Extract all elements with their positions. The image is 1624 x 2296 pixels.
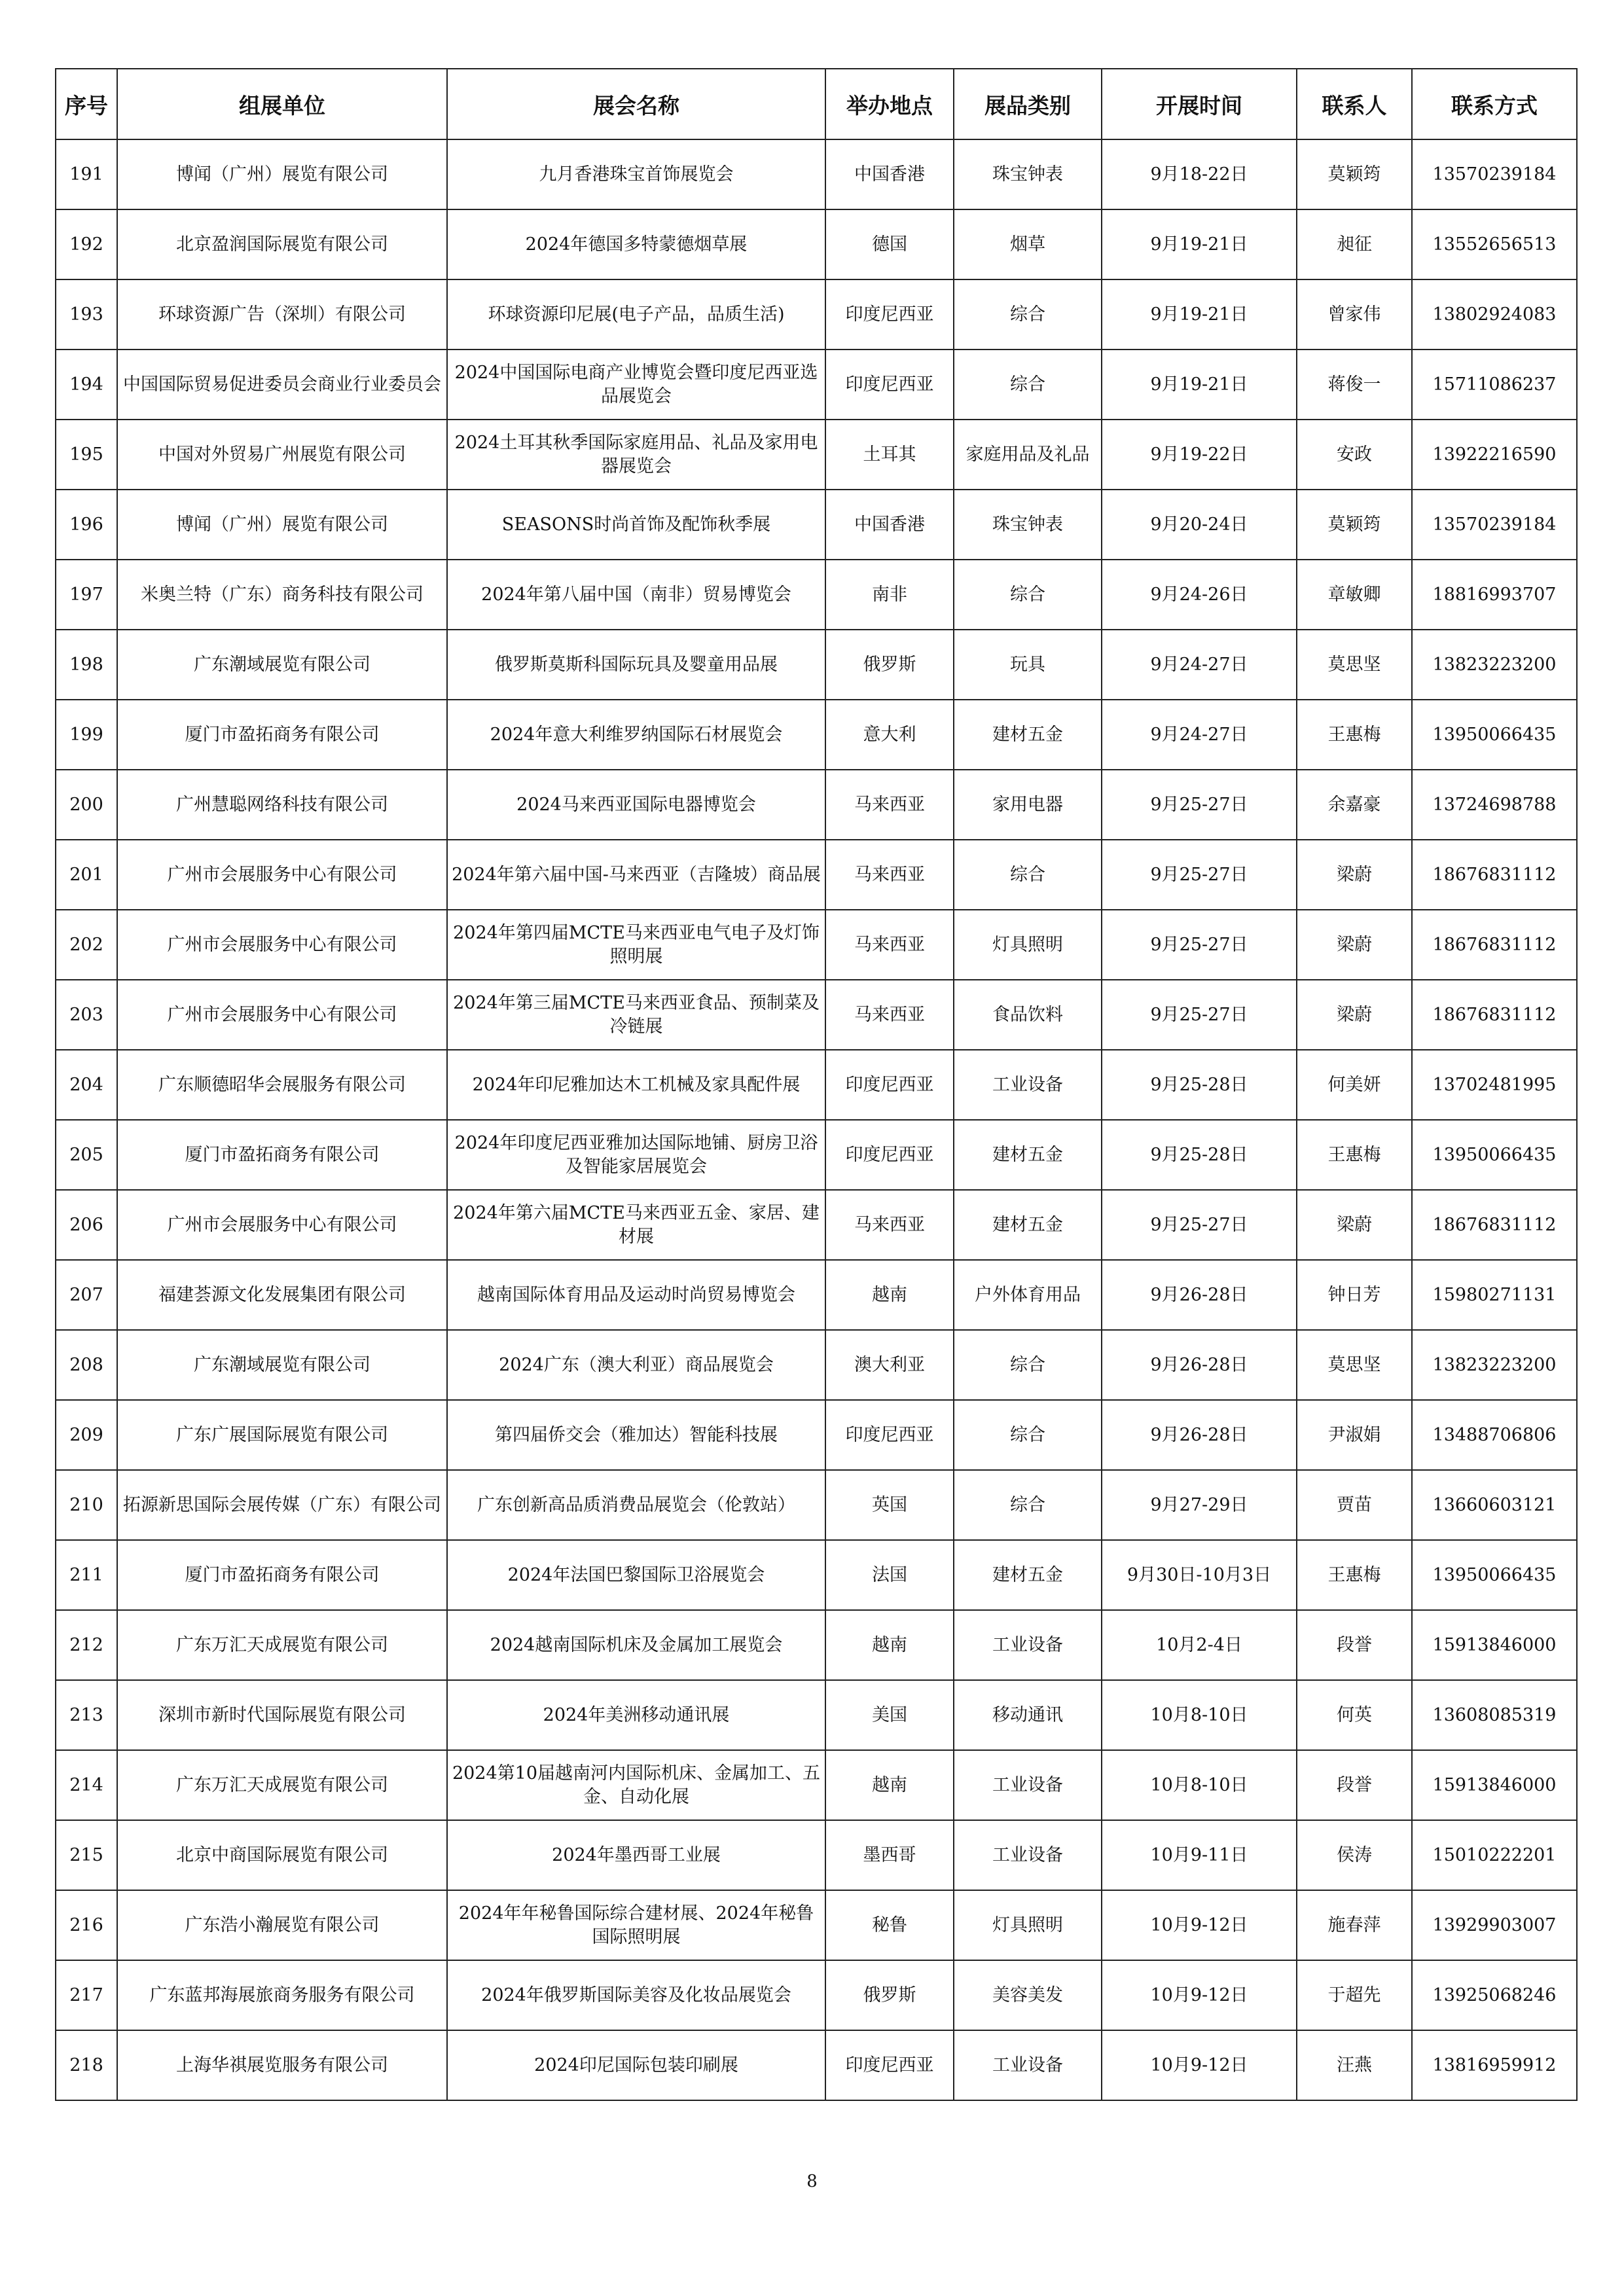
category-cell: 灯具照明 [954,1890,1102,1960]
date-cell: 9月24-27日 [1102,700,1297,770]
category-cell: 食品饮料 [954,980,1102,1050]
table-row [56,1960,1577,2030]
date-cell: 9月18-22日 [1102,139,1297,209]
table-row [56,1680,1577,1750]
contact-phone-cell: 13802924083 [1412,279,1577,350]
table-row [56,1890,1577,1960]
exhibition-name-cell: 2024土耳其秋季国际家庭用品、礼品及家用电器展览会 [447,420,825,490]
date-cell: 9月25-27日 [1102,980,1297,1050]
contact-phone-cell: 15711086237 [1412,350,1577,420]
contact-person-cell: 莫思坚 [1297,630,1412,700]
location-cell: 俄罗斯 [825,1960,954,2030]
exhibition-name-cell: 2024年意大利维罗纳国际石材展览会 [447,700,825,770]
row-number-cell: 203 [56,980,117,1050]
contact-phone-cell: 13823223200 [1412,630,1577,700]
location-cell: 印度尼西亚 [825,279,954,350]
organizer-cell: 北京中商国际展览有限公司 [117,1820,447,1890]
contact-phone-cell: 13702481995 [1412,1050,1577,1120]
location-cell: 越南 [825,1260,954,1330]
contact-phone-cell: 13488706806 [1412,1400,1577,1470]
contact-phone-cell: 13570239184 [1412,139,1577,209]
organizer-cell: 广东广展国际展览有限公司 [117,1400,447,1470]
date-cell: 9月19-22日 [1102,420,1297,490]
organizer-cell: 广东顺德昭华会展服务有限公司 [117,1050,447,1120]
category-cell: 综合 [954,350,1102,420]
contact-phone-cell: 13823223200 [1412,1330,1577,1400]
exhibition-name-cell: 2024印尼国际包装印刷展 [447,2030,825,2100]
contact-person-cell: 王惠梅 [1297,1120,1412,1190]
contact-person-cell: 施春萍 [1297,1890,1412,1960]
location-cell: 印度尼西亚 [825,1050,954,1120]
column-header: 展品类别 [954,69,1102,139]
date-cell: 9月19-21日 [1102,279,1297,350]
organizer-cell: 福建荟源文化发展集团有限公司 [117,1260,447,1330]
table-row [56,209,1577,279]
table-row [56,2030,1577,2100]
contact-phone-cell: 13570239184 [1412,490,1577,560]
organizer-cell: 广东潮域展览有限公司 [117,1330,447,1400]
contact-phone-cell: 15913846000 [1412,1750,1577,1820]
table-row [56,1470,1577,1540]
contact-person-cell: 莫颖筠 [1297,139,1412,209]
contact-phone-cell: 18676831112 [1412,980,1577,1050]
category-cell: 综合 [954,1400,1102,1470]
date-cell: 10月8-10日 [1102,1750,1297,1820]
organizer-cell: 北京盈润国际展览有限公司 [117,209,447,279]
location-cell: 越南 [825,1750,954,1820]
organizer-cell: 广东潮域展览有限公司 [117,630,447,700]
contact-person-cell: 梁蔚 [1297,840,1412,910]
date-cell: 10月9-11日 [1102,1820,1297,1890]
table-row [56,1190,1577,1260]
row-number-cell: 195 [56,420,117,490]
location-cell: 印度尼西亚 [825,350,954,420]
exhibition-name-cell: 2024年印尼雅加达木工机械及家具配件展 [447,1050,825,1120]
row-number-cell: 210 [56,1470,117,1540]
organizer-cell: 广州市会展服务中心有限公司 [117,980,447,1050]
location-cell: 意大利 [825,700,954,770]
contact-person-cell: 王惠梅 [1297,1540,1412,1610]
row-number-cell: 193 [56,279,117,350]
contact-phone-cell: 13724698788 [1412,770,1577,840]
row-number-cell: 215 [56,1820,117,1890]
location-cell: 德国 [825,209,954,279]
organizer-cell: 环球资源广告（深圳）有限公司 [117,279,447,350]
table-row [56,1610,1577,1680]
organizer-cell: 广州市会展服务中心有限公司 [117,910,447,980]
table-row [56,1400,1577,1470]
row-number-cell: 208 [56,1330,117,1400]
location-cell: 土耳其 [825,420,954,490]
contact-person-cell: 莫思坚 [1297,1330,1412,1400]
exhibition-name-cell: 2024年第六届MCTE马来西亚五金、家居、建材展 [447,1190,825,1260]
category-cell: 建材五金 [954,1190,1102,1260]
table-row [56,1540,1577,1610]
contact-phone-cell: 13925068246 [1412,1960,1577,2030]
column-header: 联系方式 [1412,69,1577,139]
contact-phone-cell: 13922216590 [1412,420,1577,490]
organizer-cell: 广州慧聪网络科技有限公司 [117,770,447,840]
organizer-cell: 深圳市新时代国际展览有限公司 [117,1680,447,1750]
date-cell: 9月25-27日 [1102,1190,1297,1260]
exhibition-name-cell: 2024马来西亚国际电器博览会 [447,770,825,840]
table-row [56,420,1577,490]
location-cell: 法国 [825,1540,954,1610]
contact-person-cell: 何英 [1297,1680,1412,1750]
exhibition-name-cell: SEASONS时尚首饰及配饰秋季展 [447,490,825,560]
table-row [56,980,1577,1050]
date-cell: 9月25-27日 [1102,770,1297,840]
category-cell: 综合 [954,840,1102,910]
category-cell: 家庭用品及礼品 [954,420,1102,490]
table-row [56,1050,1577,1120]
contact-person-cell: 安政 [1297,420,1412,490]
contact-phone-cell: 18676831112 [1412,910,1577,980]
exhibition-name-cell: 2024年第六届中国-马来西亚（吉隆坡）商品展 [447,840,825,910]
table-row [56,490,1577,560]
contact-phone-cell: 18816993707 [1412,560,1577,630]
category-cell: 工业设备 [954,1610,1102,1680]
contact-person-cell: 章敏卿 [1297,560,1412,630]
category-cell: 工业设备 [954,1820,1102,1890]
contact-phone-cell: 13950066435 [1412,1120,1577,1190]
contact-person-cell: 梁蔚 [1297,980,1412,1050]
row-number-cell: 212 [56,1610,117,1680]
row-number-cell: 217 [56,1960,117,2030]
exhibition-name-cell: 2024第10届越南河内国际机床、金属加工、五金、自动化展 [447,1750,825,1820]
category-cell: 烟草 [954,209,1102,279]
location-cell: 秘鲁 [825,1890,954,1960]
category-cell: 家用电器 [954,770,1102,840]
location-cell: 马来西亚 [825,980,954,1050]
table-row [56,279,1577,350]
date-cell: 10月8-10日 [1102,1680,1297,1750]
column-header: 组展单位 [117,69,447,139]
contact-phone-cell: 13608085319 [1412,1680,1577,1750]
exhibition-name-cell: 2024年第四届MCTE马来西亚电气电子及灯饰照明展 [447,910,825,980]
contact-phone-cell: 15913846000 [1412,1610,1577,1680]
exhibition-name-cell: 2024年德国多特蒙德烟草展 [447,209,825,279]
date-cell: 9月26-28日 [1102,1260,1297,1330]
category-cell: 珠宝钟表 [954,490,1102,560]
category-cell: 工业设备 [954,2030,1102,2100]
row-number-cell: 213 [56,1680,117,1750]
row-number-cell: 201 [56,840,117,910]
contact-person-cell: 梁蔚 [1297,1190,1412,1260]
exhibition-name-cell: 2024年美洲移动通讯展 [447,1680,825,1750]
date-cell: 9月25-28日 [1102,1050,1297,1120]
exhibition-name-cell: 2024越南国际机床及金属加工展览会 [447,1610,825,1680]
organizer-cell: 广东万汇天成展览有限公司 [117,1610,447,1680]
organizer-cell: 广州市会展服务中心有限公司 [117,1190,447,1260]
contact-phone-cell: 13950066435 [1412,1540,1577,1610]
row-number-cell: 197 [56,560,117,630]
contact-person-cell: 尹淑娟 [1297,1400,1412,1470]
location-cell: 马来西亚 [825,910,954,980]
table-row [56,1120,1577,1190]
row-number-cell: 205 [56,1120,117,1190]
category-cell: 建材五金 [954,700,1102,770]
exhibition-name-cell: 2024年第三届MCTE马来西亚食品、预制菜及冷链展 [447,980,825,1050]
location-cell: 俄罗斯 [825,630,954,700]
category-cell: 珠宝钟表 [954,139,1102,209]
date-cell: 9月25-27日 [1102,840,1297,910]
category-cell: 灯具照明 [954,910,1102,980]
row-number-cell: 218 [56,2030,117,2100]
row-number-cell: 204 [56,1050,117,1120]
contact-person-cell: 余嘉豪 [1297,770,1412,840]
table-row [56,139,1577,209]
organizer-cell: 厦门市盈拓商务有限公司 [117,1540,447,1610]
category-cell: 工业设备 [954,1050,1102,1120]
date-cell: 9月25-28日 [1102,1120,1297,1190]
row-number-cell: 194 [56,350,117,420]
exhibition-name-cell: 2024年法国巴黎国际卫浴展览会 [447,1540,825,1610]
row-number-cell: 206 [56,1190,117,1260]
date-cell: 9月24-27日 [1102,630,1297,700]
contact-person-cell: 王惠梅 [1297,700,1412,770]
organizer-cell: 厦门市盈拓商务有限公司 [117,1120,447,1190]
organizer-cell: 博闻（广州）展览有限公司 [117,139,447,209]
table-row [56,910,1577,980]
location-cell: 印度尼西亚 [825,1120,954,1190]
organizer-cell: 拓源新思国际会展传媒（广东）有限公司 [117,1470,447,1540]
contact-person-cell: 段誉 [1297,1610,1412,1680]
date-cell: 9月26-28日 [1102,1400,1297,1470]
exhibition-name-cell: 广东创新高品质消费品展览会（伦敦站） [447,1470,825,1540]
contact-person-cell: 贾苗 [1297,1470,1412,1540]
contact-phone-cell: 13660603121 [1412,1470,1577,1540]
table-row [56,350,1577,420]
contact-person-cell: 曾家伟 [1297,279,1412,350]
contact-phone-cell: 18676831112 [1412,840,1577,910]
location-cell: 马来西亚 [825,770,954,840]
date-cell: 10月9-12日 [1102,1960,1297,2030]
organizer-cell: 米奥兰特（广东）商务科技有限公司 [117,560,447,630]
contact-person-cell: 侯涛 [1297,1820,1412,1890]
organizer-cell: 中国对外贸易广州展览有限公司 [117,420,447,490]
table-row [56,770,1577,840]
exhibition-name-cell: 俄罗斯莫斯科国际玩具及婴童用品展 [447,630,825,700]
exhibition-name-cell: 越南国际体育用品及运动时尚贸易博览会 [447,1260,825,1330]
exhibition-name-cell: 第四届侨交会（雅加达）智能科技展 [447,1400,825,1470]
page-number: 8 [806,2172,818,2191]
contact-phone-cell: 18676831112 [1412,1190,1577,1260]
table-header [56,69,1577,139]
location-cell: 英国 [825,1470,954,1540]
date-cell: 10月9-12日 [1102,1890,1297,1960]
row-number-cell: 207 [56,1260,117,1330]
location-cell: 印度尼西亚 [825,2030,954,2100]
table-row [56,1330,1577,1400]
table-row [56,560,1577,630]
category-cell: 美容美发 [954,1960,1102,2030]
row-number-cell: 198 [56,630,117,700]
contact-phone-cell: 13929903007 [1412,1890,1577,1960]
contact-person-cell: 钟日芳 [1297,1260,1412,1330]
location-cell: 南非 [825,560,954,630]
row-number-cell: 196 [56,490,117,560]
contact-phone-cell: 13816959912 [1412,2030,1577,2100]
date-cell: 9月20-24日 [1102,490,1297,560]
date-cell: 10月9-12日 [1102,2030,1297,2100]
category-cell: 综合 [954,1330,1102,1400]
location-cell: 印度尼西亚 [825,1400,954,1470]
contact-person-cell: 于超先 [1297,1960,1412,2030]
location-cell: 越南 [825,1610,954,1680]
category-cell: 户外体育用品 [954,1260,1102,1330]
category-cell: 工业设备 [954,1750,1102,1820]
category-cell: 综合 [954,560,1102,630]
date-cell: 9月30日-10月3日 [1102,1540,1297,1610]
table-row [56,1750,1577,1820]
organizer-cell: 广州市会展服务中心有限公司 [117,840,447,910]
date-cell: 9月19-21日 [1102,350,1297,420]
date-cell: 9月27-29日 [1102,1470,1297,1540]
contact-phone-cell: 13950066435 [1412,700,1577,770]
contact-person-cell: 梁蔚 [1297,910,1412,980]
date-cell: 9月19-21日 [1102,209,1297,279]
exhibition-name-cell: 环球资源印尼展(电子产品，品质生活) [447,279,825,350]
exhibition-table [55,68,1578,2101]
organizer-cell: 厦门市盈拓商务有限公司 [117,700,447,770]
contact-person-cell: 蒋俊一 [1297,350,1412,420]
location-cell: 马来西亚 [825,1190,954,1260]
date-cell: 9月25-27日 [1102,910,1297,980]
row-number-cell: 199 [56,700,117,770]
category-cell: 玩具 [954,630,1102,700]
contact-phone-cell: 15010222201 [1412,1820,1577,1890]
contact-phone-cell: 15980271131 [1412,1260,1577,1330]
exhibition-name-cell: 2024年墨西哥工业展 [447,1820,825,1890]
row-number-cell: 200 [56,770,117,840]
category-cell: 综合 [954,279,1102,350]
location-cell: 墨西哥 [825,1820,954,1890]
organizer-cell: 广东浩小瀚展览有限公司 [117,1890,447,1960]
exhibition-name-cell: 2024中国国际电商产业博览会暨印度尼西亚选品展览会 [447,350,825,420]
location-cell: 中国香港 [825,139,954,209]
organizer-cell: 博闻（广州）展览有限公司 [117,490,447,560]
category-cell: 移动通讯 [954,1680,1102,1750]
contact-person-cell: 何美妍 [1297,1050,1412,1120]
column-header: 序号 [56,69,117,139]
table-row [56,840,1577,910]
exhibition-name-cell: 九月香港珠宝首饰展览会 [447,139,825,209]
header-row [56,69,1577,139]
location-cell: 马来西亚 [825,840,954,910]
date-cell: 9月24-26日 [1102,560,1297,630]
date-cell: 9月26-28日 [1102,1330,1297,1400]
category-cell: 综合 [954,1470,1102,1540]
category-cell: 建材五金 [954,1120,1102,1190]
row-number-cell: 211 [56,1540,117,1610]
exhibition-table-container [55,68,1576,2101]
table-row [56,1820,1577,1890]
exhibition-name-cell: 2024年印度尼西亚雅加达国际地铺、厨房卫浴及智能家居展览会 [447,1120,825,1190]
organizer-cell: 中国国际贸易促进委员会商业行业委员会 [117,350,447,420]
row-number-cell: 209 [56,1400,117,1470]
contact-person-cell: 莫颖筠 [1297,490,1412,560]
contact-person-cell: 汪燕 [1297,2030,1412,2100]
row-number-cell: 214 [56,1750,117,1820]
organizer-cell: 上海华祺展览服务有限公司 [117,2030,447,2100]
column-header: 开展时间 [1102,69,1297,139]
exhibition-name-cell: 2024年第八届中国（南非）贸易博览会 [447,560,825,630]
contact-person-cell: 昶征 [1297,209,1412,279]
table-body [56,139,1577,2100]
contact-phone-cell: 13552656513 [1412,209,1577,279]
organizer-cell: 广东万汇天成展览有限公司 [117,1750,447,1820]
date-cell: 10月2-4日 [1102,1610,1297,1680]
location-cell: 澳大利亚 [825,1330,954,1400]
location-cell: 美国 [825,1680,954,1750]
contact-person-cell: 段誉 [1297,1750,1412,1820]
table-row [56,1260,1577,1330]
row-number-cell: 202 [56,910,117,980]
table-row [56,630,1577,700]
exhibition-name-cell: 2024广东（澳大利亚）商品展览会 [447,1330,825,1400]
table-row [56,700,1577,770]
exhibition-name-cell: 2024年俄罗斯国际美容及化妆品展览会 [447,1960,825,2030]
row-number-cell: 191 [56,139,117,209]
row-number-cell: 216 [56,1890,117,1960]
organizer-cell: 广东蓝邦海展旅商务服务有限公司 [117,1960,447,2030]
column-header: 举办地点 [825,69,954,139]
category-cell: 建材五金 [954,1540,1102,1610]
column-header: 联系人 [1297,69,1412,139]
column-header: 展会名称 [447,69,825,139]
exhibition-name-cell: 2024年年秘鲁国际综合建材展、2024年秘鲁国际照明展 [447,1890,825,1960]
row-number-cell: 192 [56,209,117,279]
location-cell: 中国香港 [825,490,954,560]
